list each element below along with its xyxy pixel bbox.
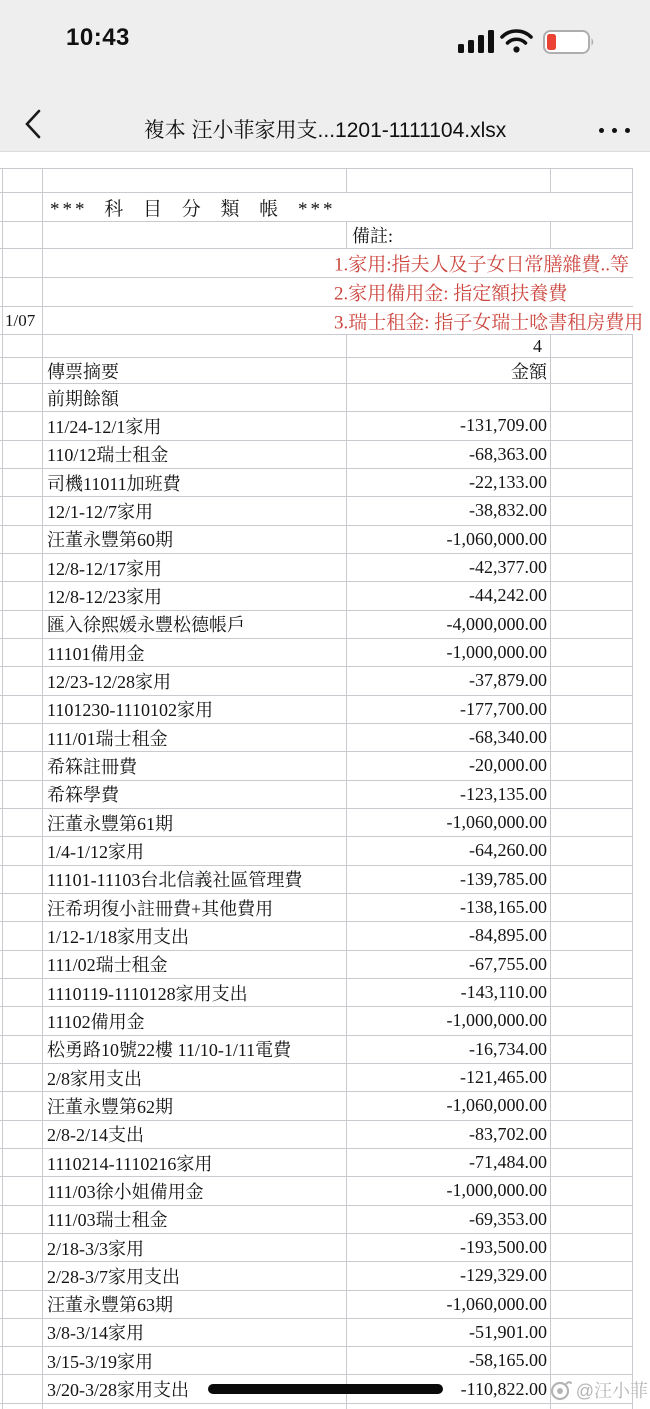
table-row: [0, 611, 650, 639]
amount-cell[interactable]: -1,060,000.00: [347, 1291, 551, 1319]
date-cell[interactable]: [3, 582, 43, 610]
date-cell[interactable]: [3, 837, 43, 865]
summary-header-cell[interactable]: 傳票摘要: [43, 358, 347, 384]
amount-cell[interactable]: -16,734.00: [347, 1036, 551, 1064]
table-row: [0, 249, 650, 278]
spare-cell[interactable]: [551, 358, 633, 384]
amount-cell[interactable]: -123,135.00: [347, 781, 551, 809]
spare-cell[interactable]: [551, 979, 633, 1007]
spare-cell[interactable]: [551, 639, 633, 667]
table-row: [0, 582, 650, 610]
table-row: [0, 724, 650, 752]
summary-cell[interactable]: 11/24-12/1家用: [43, 412, 347, 440]
spare-cell[interactable]: [551, 1036, 633, 1064]
summary-cell[interactable]: 11101備用金: [43, 639, 347, 667]
amount-cell[interactable]: -58,165.00: [347, 1347, 551, 1375]
date-cell[interactable]: [3, 1007, 43, 1035]
amount-cell[interactable]: [347, 168, 551, 193]
date-cell[interactable]: [3, 1177, 43, 1205]
table-row: [0, 1036, 650, 1064]
spare-cell[interactable]: [551, 894, 633, 922]
amount-cell[interactable]: -131,709.00: [347, 412, 551, 440]
date-cell[interactable]: [3, 222, 43, 249]
amount-cell[interactable]: -69,353.00: [347, 1206, 551, 1234]
cellular-signal-icon: [458, 30, 496, 54]
table-row: [0, 752, 650, 780]
date-cell[interactable]: [3, 1404, 43, 1409]
amount-cell[interactable]: -67,755.00: [347, 951, 551, 979]
table-row: [0, 384, 650, 412]
date-cell[interactable]: [3, 1149, 43, 1177]
battery-icon: [543, 30, 595, 54]
partial-date-cell[interactable]: 1/07: [3, 307, 43, 335]
amount-cell[interactable]: -139,785.00: [347, 866, 551, 894]
date-cell[interactable]: [3, 611, 43, 639]
amount-cell[interactable]: -68,340.00: [347, 724, 551, 752]
redaction-bar: [208, 1384, 443, 1394]
spare-cell[interactable]: [551, 611, 633, 639]
table-row: [0, 1064, 650, 1092]
note-cell[interactable]: [43, 307, 644, 335]
date-cell[interactable]: [3, 894, 43, 922]
summary-cell[interactable]: 松勇路10號22樓 11/10-1/11電費: [43, 1036, 347, 1064]
spare-cell[interactable]: [551, 412, 633, 440]
table-row: [0, 441, 650, 469]
spare-cell[interactable]: [551, 469, 633, 497]
table-row: [0, 837, 650, 865]
table-row: [0, 809, 650, 837]
summary-cell[interactable]: 111/03徐小姐備用金: [43, 1177, 347, 1205]
date-cell[interactable]: [3, 441, 43, 469]
amount-cell[interactable]: -64,260.00: [347, 837, 551, 865]
spare-cell[interactable]: [551, 1007, 633, 1035]
nav-bar: [0, 62, 650, 152]
spare-cell[interactable]: [551, 1064, 633, 1092]
date-cell[interactable]: [3, 979, 43, 1007]
summary-cell[interactable]: 匯入徐熙媛永豐松德帳戶: [43, 611, 347, 639]
amount-cell[interactable]: -84,895.00: [347, 922, 551, 950]
notes-label-cell[interactable]: 備註:: [347, 222, 551, 249]
date-cell[interactable]: [3, 667, 43, 695]
summary-cell[interactable]: [43, 168, 347, 193]
spare-cell[interactable]: [551, 922, 633, 950]
date-cell[interactable]: [3, 752, 43, 780]
summary-cell[interactable]: 12/8-12/23家用: [43, 582, 347, 610]
summary-cell[interactable]: 12/1-12/7家用: [43, 497, 347, 525]
summary-cell[interactable]: [43, 335, 347, 358]
summary-cell[interactable]: 汪董永豐第61期: [43, 809, 347, 837]
summary-cell[interactable]: 司機11011加班費: [43, 469, 347, 497]
table-row: [0, 1206, 650, 1234]
table-row: [0, 979, 650, 1007]
date-cell[interactable]: [3, 1092, 43, 1120]
spare-cell[interactable]: [551, 781, 633, 809]
spare-cell[interactable]: [551, 809, 633, 837]
date-cell[interactable]: [3, 278, 43, 307]
table-row: [0, 1347, 650, 1375]
spare-cell[interactable]: [551, 1319, 633, 1347]
note-text: 1.家用:指夫人及子女日常膳雜費..等: [334, 254, 630, 276]
date-cell[interactable]: [3, 1206, 43, 1234]
table-row: [0, 358, 650, 384]
amount-cell[interactable]: -1,060,000.00: [347, 526, 551, 554]
amount-cell[interactable]: -129,329.00: [347, 1262, 551, 1290]
spare-cell[interactable]: [551, 168, 633, 193]
date-cell[interactable]: [3, 1375, 43, 1403]
date-cell[interactable]: [3, 193, 43, 222]
table-row: [0, 1121, 650, 1149]
spare-cell[interactable]: [551, 951, 633, 979]
summary-cell[interactable]: 12/23-12/28家用: [43, 667, 347, 695]
amount-cell[interactable]: -22,133.00: [347, 469, 551, 497]
spare-cell[interactable]: [551, 1234, 633, 1262]
table-row: [0, 696, 650, 724]
table-row: [0, 222, 650, 249]
date-cell[interactable]: [3, 1064, 43, 1092]
amount-cell[interactable]: -193,500.00: [347, 1234, 551, 1262]
spare-cell[interactable]: [551, 582, 633, 610]
amount-cell[interactable]: -38,832.00: [347, 497, 551, 525]
amount-cell[interactable]: -1,060,000.00: [347, 809, 551, 837]
amount-cell[interactable]: -1,000,000.00: [347, 1177, 551, 1205]
date-cell[interactable]: [3, 554, 43, 582]
status-time: 10:43: [66, 24, 130, 51]
summary-cell[interactable]: 汪董永豐第63期: [43, 1291, 347, 1319]
date-cell[interactable]: [3, 249, 43, 278]
amount-cell[interactable]: -71,484.00: [347, 1149, 551, 1177]
watermark-text: @汪小菲: [575, 1381, 648, 1401]
spare-cell[interactable]: [551, 696, 633, 724]
spare-cell[interactable]: [551, 1206, 633, 1234]
amount-cell[interactable]: -1,060,000.00: [347, 1092, 551, 1120]
more-button[interactable]: [599, 128, 630, 133]
count-cell[interactable]: 4: [347, 335, 551, 358]
amount-cell[interactable]: -83,702.00: [347, 1121, 551, 1149]
table-row: [0, 335, 650, 358]
table-row: [0, 639, 650, 667]
watermark: [549, 1374, 648, 1406]
amount-cell[interactable]: -143,110.00: [347, 979, 551, 1007]
table-row: [0, 307, 650, 335]
amount-cell[interactable]: -138,165.00: [347, 894, 551, 922]
date-cell[interactable]: [3, 866, 43, 894]
amount-cell[interactable]: -68,363.00: [347, 441, 551, 469]
table-row: [0, 1291, 650, 1319]
spare-cell[interactable]: [551, 1262, 633, 1290]
amount-cell[interactable]: -1,000,000.00: [347, 1007, 551, 1035]
summary-cell[interactable]: 2/28-3/7家用支出: [43, 1262, 347, 1290]
summary-cell[interactable]: 2/18-3/3家用: [43, 1234, 347, 1262]
weibo-logo-icon: [549, 1378, 573, 1402]
summary-cell[interactable]: 希箖學費: [43, 781, 347, 809]
table-row: [0, 894, 650, 922]
amount-cell[interactable]: -42,377.00: [347, 554, 551, 582]
summary-cell[interactable]: [43, 1404, 347, 1409]
table-row: [0, 922, 650, 950]
summary-cell[interactable]: 2/8-2/14支出: [43, 1121, 347, 1149]
date-cell[interactable]: [3, 1036, 43, 1064]
table-row: [0, 497, 650, 525]
summary-cell[interactable]: 汪董永豐第62期: [43, 1092, 347, 1120]
table-row: [0, 526, 650, 554]
date-cell[interactable]: [3, 724, 43, 752]
amount-cell[interactable]: -20,000.00: [347, 752, 551, 780]
spare-cell[interactable]: [551, 1347, 633, 1375]
summary-cell[interactable]: 1/12-1/18家用支出: [43, 922, 347, 950]
table-row: [0, 866, 650, 894]
summary-cell[interactable]: 11102備用金: [43, 1007, 347, 1035]
date-cell[interactable]: [3, 1121, 43, 1149]
spare-cell[interactable]: [551, 1121, 633, 1149]
table-row: [0, 193, 650, 222]
spare-cell[interactable]: [551, 752, 633, 780]
amount-cell[interactable]: -1,000,000.00: [347, 639, 551, 667]
amount-header-cell[interactable]: 金額: [347, 358, 551, 384]
summary-cell[interactable]: 1101230-1110102家用: [43, 696, 347, 724]
table-row: [0, 951, 650, 979]
note-text: 3.瑞士租金: 指子女瑞士唸書租房費用: [334, 312, 644, 333]
summary-cell[interactable]: 12/8-12/17家用: [43, 554, 347, 582]
date-cell[interactable]: [3, 1234, 43, 1262]
summary-cell[interactable]: 111/02瑞士租金: [43, 951, 347, 979]
summary-cell[interactable]: 汪希玥復小註冊費+其他費用: [43, 894, 347, 922]
amount-cell[interactable]: [347, 384, 551, 412]
table-row: [0, 1319, 650, 1347]
spare-cell[interactable]: [551, 837, 633, 865]
table-row: [0, 412, 650, 440]
spare-cell[interactable]: [551, 335, 633, 358]
spare-cell[interactable]: [551, 1149, 633, 1177]
date-cell[interactable]: [3, 781, 43, 809]
amount-cell[interactable]: -44,242.00: [347, 582, 551, 610]
date-cell[interactable]: [3, 469, 43, 497]
table-row: [0, 667, 650, 695]
amount-cell[interactable]: [347, 1404, 551, 1409]
amount-cell[interactable]: -51,901.00: [347, 1319, 551, 1347]
summary-cell[interactable]: 11101-11103台北信義社區管理費: [43, 866, 347, 894]
table-row: [0, 1007, 650, 1035]
summary-cell[interactable]: 3/15-3/19家用: [43, 1347, 347, 1375]
status-bar: [0, 0, 650, 62]
table-row: [0, 278, 650, 307]
spare-cell[interactable]: [551, 866, 633, 894]
spare-cell[interactable]: [551, 441, 633, 469]
summary-cell[interactable]: 1110119-1110128家用支出: [43, 979, 347, 1007]
note-cell[interactable]: [43, 249, 633, 278]
table-row: [0, 1092, 650, 1120]
date-cell[interactable]: [3, 1347, 43, 1375]
date-cell[interactable]: [3, 497, 43, 525]
spare-cell[interactable]: [551, 384, 633, 412]
spreadsheet[interactable]: [0, 168, 650, 1409]
spare-cell[interactable]: [551, 497, 633, 525]
back-button[interactable]: [22, 108, 44, 140]
spare-cell[interactable]: [551, 222, 633, 249]
date-cell[interactable]: [3, 412, 43, 440]
spare-cell[interactable]: [551, 554, 633, 582]
summary-cell[interactable]: 汪董永豐第60期: [43, 526, 347, 554]
date-cell[interactable]: [3, 809, 43, 837]
note-text: 2.家用備用金: 指定額扶養費: [334, 283, 568, 305]
date-cell[interactable]: [3, 696, 43, 724]
table-row: [0, 1234, 650, 1262]
summary-cell[interactable]: 110/12瑞士租金: [43, 441, 347, 469]
amount-cell[interactable]: -121,465.00: [347, 1064, 551, 1092]
date-cell[interactable]: [3, 639, 43, 667]
date-cell[interactable]: [3, 1291, 43, 1319]
table-row: [0, 1177, 650, 1205]
summary-cell[interactable]: 111/01瑞士租金: [43, 724, 347, 752]
opening-balance-cell[interactable]: 前期餘額: [43, 384, 347, 412]
ledger-title-cell[interactable]: *** 科 目 分 類 帳 ***: [43, 193, 633, 222]
table-row: [0, 781, 650, 809]
table-row: [0, 168, 650, 193]
spare-cell[interactable]: [551, 667, 633, 695]
date-cell[interactable]: [3, 951, 43, 979]
spare-cell[interactable]: [551, 724, 633, 752]
date-cell[interactable]: [3, 1319, 43, 1347]
table-row: [0, 469, 650, 497]
date-cell[interactable]: [3, 358, 43, 384]
wifi-icon: [500, 29, 533, 54]
summary-cell[interactable]: 1/4-1/12家用: [43, 837, 347, 865]
document-title: 複本 汪小菲家用支...1201-1111104.xlsx: [143, 119, 507, 142]
amount-cell[interactable]: -177,700.00: [347, 696, 551, 724]
summary-cell[interactable]: 3/20-3/28家用支出: [43, 1375, 347, 1403]
date-cell[interactable]: [3, 168, 43, 193]
summary-cell[interactable]: 3/8-3/14家用: [43, 1319, 347, 1347]
spare-cell[interactable]: [551, 1092, 633, 1120]
table-row: [0, 554, 650, 582]
date-cell[interactable]: [3, 526, 43, 554]
summary-cell[interactable]: 111/03瑞士租金: [43, 1206, 347, 1234]
date-cell[interactable]: [3, 922, 43, 950]
amount-cell[interactable]: -4,000,000.00: [347, 611, 551, 639]
summary-cell[interactable]: 希箖註冊費: [43, 752, 347, 780]
date-cell[interactable]: [3, 335, 43, 358]
amount-cell[interactable]: -37,879.00: [347, 667, 551, 695]
summary-cell[interactable]: [43, 222, 347, 249]
note-cell[interactable]: [43, 278, 633, 307]
date-cell[interactable]: [3, 384, 43, 412]
table-row: [0, 1262, 650, 1290]
table-row: [0, 1149, 650, 1177]
date-cell[interactable]: [3, 1262, 43, 1290]
spare-cell[interactable]: [551, 526, 633, 554]
spare-cell[interactable]: [551, 1291, 633, 1319]
amount-cell[interactable]: -110,822.00: [347, 1375, 551, 1403]
spare-cell[interactable]: [551, 1177, 633, 1205]
summary-cell[interactable]: 2/8家用支出: [43, 1064, 347, 1092]
summary-cell[interactable]: 1110214-1110216家用: [43, 1149, 347, 1177]
